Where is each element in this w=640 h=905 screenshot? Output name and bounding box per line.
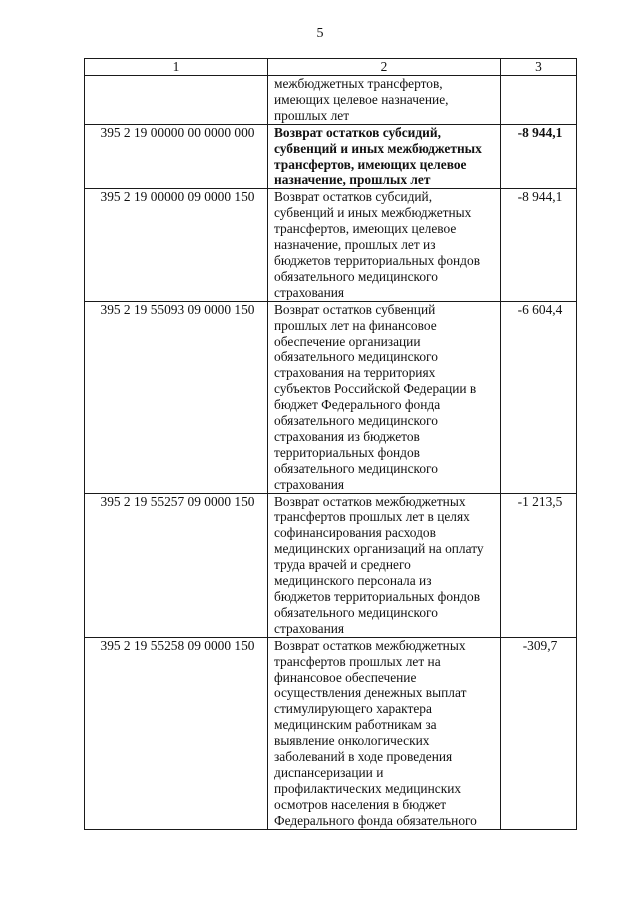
row-name-line: страхования <box>274 476 345 492</box>
row-name-line: бюджетов территориальных фондов <box>274 252 481 268</box>
row-name-line: обязательного медицинского <box>274 268 438 284</box>
row-name-line: Возврат остатков субсидий, <box>274 189 433 205</box>
row-name-line: стимулирующего характера <box>274 701 432 717</box>
table-row <box>85 301 577 493</box>
row-name-cell <box>268 493 501 637</box>
row-code-cell: 395 2 19 55093 09 0000 150 <box>85 301 268 493</box>
row-name-line: финансовое обеспечение <box>274 669 417 685</box>
row-name-line: обязательного медицинского <box>274 413 438 429</box>
page-number: 5 <box>316 26 324 41</box>
row-amount-cell: -8 944,1 <box>501 189 577 301</box>
column-header-amount: 3 <box>501 59 577 76</box>
table-row <box>85 189 577 301</box>
row-name-line: Возврат остатков межбюджетных <box>274 637 466 653</box>
row-name-line: медицинских организаций на оплату <box>274 541 484 557</box>
row-amount-cell <box>501 76 577 125</box>
row-name-line: страхования <box>274 620 345 636</box>
row-name-line: межбюджетных трансфертов, <box>274 76 443 91</box>
row-name-line: медицинским работникам за <box>274 717 437 733</box>
row-name-line: субвенций и иных межбюджетных <box>274 205 472 221</box>
row-name-line: страхования из бюджетов <box>274 428 420 444</box>
row-code-cell: 395 2 19 00000 09 0000 150 <box>85 189 268 301</box>
row-name-line: медицинского персонала из <box>274 573 432 589</box>
row-name-line: диспансеризации и <box>274 764 384 780</box>
row-amount-cell: -6 604,4 <box>501 301 577 493</box>
row-code-cell: 395 2 19 00000 00 0000 000 <box>85 124 268 189</box>
row-name-line: обязательного медицинского <box>274 349 438 365</box>
row-name-line: трансфертов, имеющих целевое <box>274 156 467 172</box>
row-name-line: назначение, прошлых лет из <box>274 237 436 253</box>
row-name-cell <box>268 76 501 125</box>
table-row <box>85 76 577 125</box>
column-header-code: 1 <box>85 59 268 76</box>
row-name-line: Возврат остатков межбюджетных <box>274 493 466 509</box>
row-name-line: обеспечение организации <box>274 333 421 349</box>
table-row <box>85 637 577 829</box>
row-name-line: заболеваний в ходе проведения <box>274 749 453 765</box>
row-name-line: имеющих целевое назначение, <box>274 91 449 107</box>
row-code-cell: 395 2 19 55257 09 0000 150 <box>85 493 268 637</box>
row-code-cell <box>85 76 268 125</box>
row-amount-cell: -8 944,1 <box>501 124 577 189</box>
table-row <box>85 124 577 189</box>
row-amount-cell: -309,7 <box>501 637 577 829</box>
row-name-line: бюджет Федерального фонда <box>274 397 441 413</box>
row-name-cell <box>268 189 501 301</box>
row-name-line: субъектов Российской Федерации в <box>274 381 477 397</box>
row-name-line: трансфертов прошлых лет в целях <box>274 509 470 525</box>
row-name-line: выявление онкологических <box>274 733 430 749</box>
row-name-line: осмотров населения в бюджет <box>274 796 447 812</box>
row-name-line: прошлых лет <box>274 107 350 123</box>
row-name-line: страхования <box>274 284 345 300</box>
row-name-line: Возврат остатков субвенций <box>274 301 436 317</box>
row-name-line: прошлых лет на финансовое <box>274 317 437 333</box>
row-name-line: осуществления денежных выплат <box>274 685 467 701</box>
row-name-line: территориальных фондов <box>274 444 421 460</box>
row-name-line: назначение, прошлых лет <box>274 172 431 188</box>
row-name-line: Возврат остатков субсидий, <box>274 124 441 140</box>
row-name-line: страхования на территориях <box>274 365 436 381</box>
table-header-row <box>85 59 577 76</box>
row-name-cell <box>268 301 501 493</box>
row-name-line: труда врачей и среднего <box>274 557 411 573</box>
row-name-line: трансфертов прошлых лет на <box>274 653 441 669</box>
row-name-line: обязательного медицинского <box>274 460 438 476</box>
row-name-cell <box>268 124 501 189</box>
table-body <box>85 76 577 830</box>
row-name-line: бюджетов территориальных фондов <box>274 589 481 604</box>
row-name-line: профилактических медицинских <box>274 780 462 796</box>
row-code-cell: 395 2 19 55258 09 0000 150 <box>85 637 268 829</box>
table-row <box>85 493 577 637</box>
row-name-line: Федерального фонда обязательного <box>274 812 477 828</box>
row-name-line: трансфертов, имеющих целевое <box>274 221 457 237</box>
budget-table <box>84 58 577 830</box>
row-name-cell <box>268 637 501 829</box>
column-header-name: 2 <box>268 59 501 76</box>
row-name-line: обязательного медицинского <box>274 604 438 620</box>
row-amount-cell: -1 213,5 <box>501 493 577 637</box>
row-name-line: софинансирования расходов <box>274 525 436 541</box>
row-name-line: субвенций и иных межбюджетных <box>274 140 482 156</box>
